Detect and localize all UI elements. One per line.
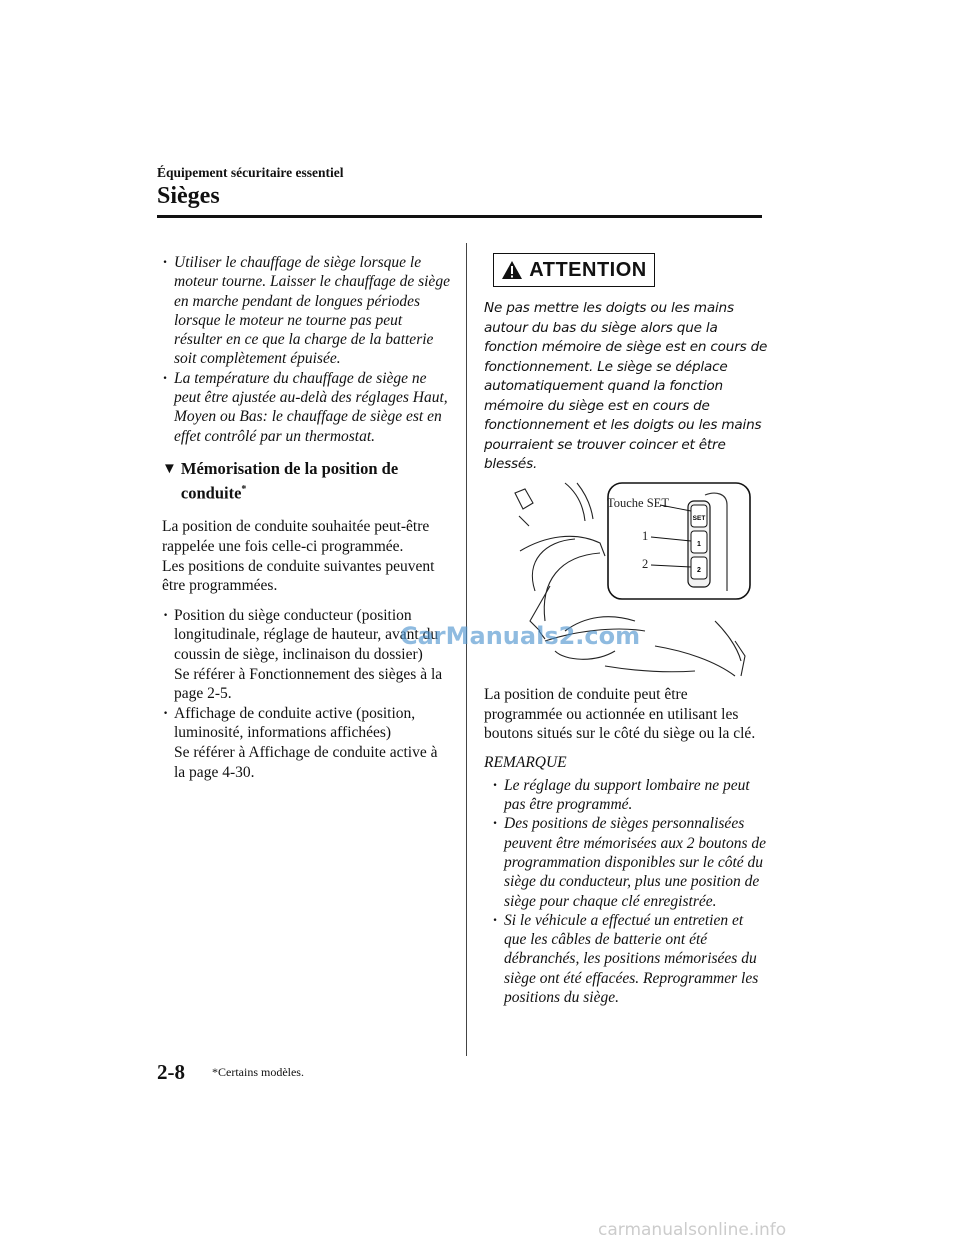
memory-paragraph <box>162 517 452 595</box>
callout-set: Touche SET <box>607 496 669 510</box>
triangle-down-icon: ▼ <box>162 460 177 477</box>
memory-1-label: 1 <box>697 541 701 548</box>
header-rule <box>157 215 762 218</box>
left-column <box>162 253 452 782</box>
remarque-list <box>492 776 769 1008</box>
list-item-text: · Affichage de conduite active (position, luminosité, informations affichées) <box>174 704 416 742</box>
button-inset <box>607 483 750 599</box>
list-item: · Des positions de sièges personnalisées peuvent être mémorisées aux 2 boutons de programmation disponibles sur le côté du siège du conducteur, plus une position de siège pour chaque clé enregistrée. <box>492 814 769 910</box>
list-item: · La température du chauffage de siège ne peut être ajustée au-delà des réglages Haut, Moyen ou Bas: le chauffage de siège est en effet contrôlé par un thermostat. <box>162 369 452 446</box>
list-item: · Le réglage du support lombaire ne peut pas être programmé. <box>492 776 769 815</box>
memory-2-label: 2 <box>697 567 701 574</box>
list-item <box>162 606 452 704</box>
para-recall: La position de conduite souhaitée peut-être rappelée une fois celle-ci programmée. <box>162 518 430 556</box>
memory-subhead <box>162 458 452 504</box>
footnote: *Certains modèles. <box>212 1065 304 1079</box>
right-column-lower <box>484 685 769 1007</box>
attention-label: ATTENTION <box>529 258 647 281</box>
list-item: · Si le véhicule a effectué un entretien et que les câbles de batterie ont été débranchés, les positions mémorisées du siège ont été effacées. Reprogrammer les positions du siège. <box>492 911 769 1007</box>
list-item <box>162 704 452 782</box>
subhead-text: Mémorisation de la position de conduite <box>180 458 399 503</box>
remarque-title: REMARQUE <box>484 753 567 771</box>
site-link[interactable]: carmanualsonline.info <box>598 1220 787 1240</box>
list-item-reference: Se référer à Affichage de conduite active à la page 4-30. <box>174 744 438 781</box>
footnote-marker: * <box>241 483 247 495</box>
right-column <box>484 253 769 475</box>
attention-text: Ne pas mettre les doigts ou les mains autour du bas du siège alors que la fonction mémoire de siège est en cours de fonctionnement. Le siège se déplace automatiquement quand la fonction mémoire du siège est en cours de fonctionnement et les doigts ou les mains pourraient se trouver coincer et être blessés. <box>484 300 768 472</box>
list-item: · Utiliser le chauffage de siège lorsque le moteur tourne. Laisser le chauffage de siège en marche pendant de longues périodes lorsque le moteur ne tourne pas peut résulter en ce que la charge de la batterie soit complètement épuisée. <box>162 253 452 369</box>
section-label: Équipement sécuritaire essentiel <box>157 165 344 180</box>
seat-memory-figure <box>505 481 755 681</box>
set-button-label: SET <box>692 515 706 522</box>
watermark: CarManuals2.com <box>400 622 641 650</box>
heating-notes-list <box>162 253 452 446</box>
list-item-text: · Position du siège conducteur (position longitudinale, réglage de hauteur, avant du coussin de siège, inclinaison du dossier) <box>174 606 439 664</box>
warning-icon <box>501 260 523 280</box>
list-item-reference: Se référer à Fonctionnement des sièges à la page 2-5. <box>174 665 443 703</box>
page-number: 2-8 <box>157 1060 185 1084</box>
page-title: Sièges <box>157 183 220 209</box>
para-programmable: Les positions de conduite suivantes peuvent être programmées. <box>162 557 435 595</box>
attention-header <box>493 253 655 287</box>
callout-1: 1 <box>642 529 649 543</box>
callout-2: 2 <box>642 557 649 571</box>
buttons-paragraph: La position de conduite peut être programmée ou actionnée en utilisant les boutons situés sur le côté du siège ou la clé. <box>484 686 756 743</box>
